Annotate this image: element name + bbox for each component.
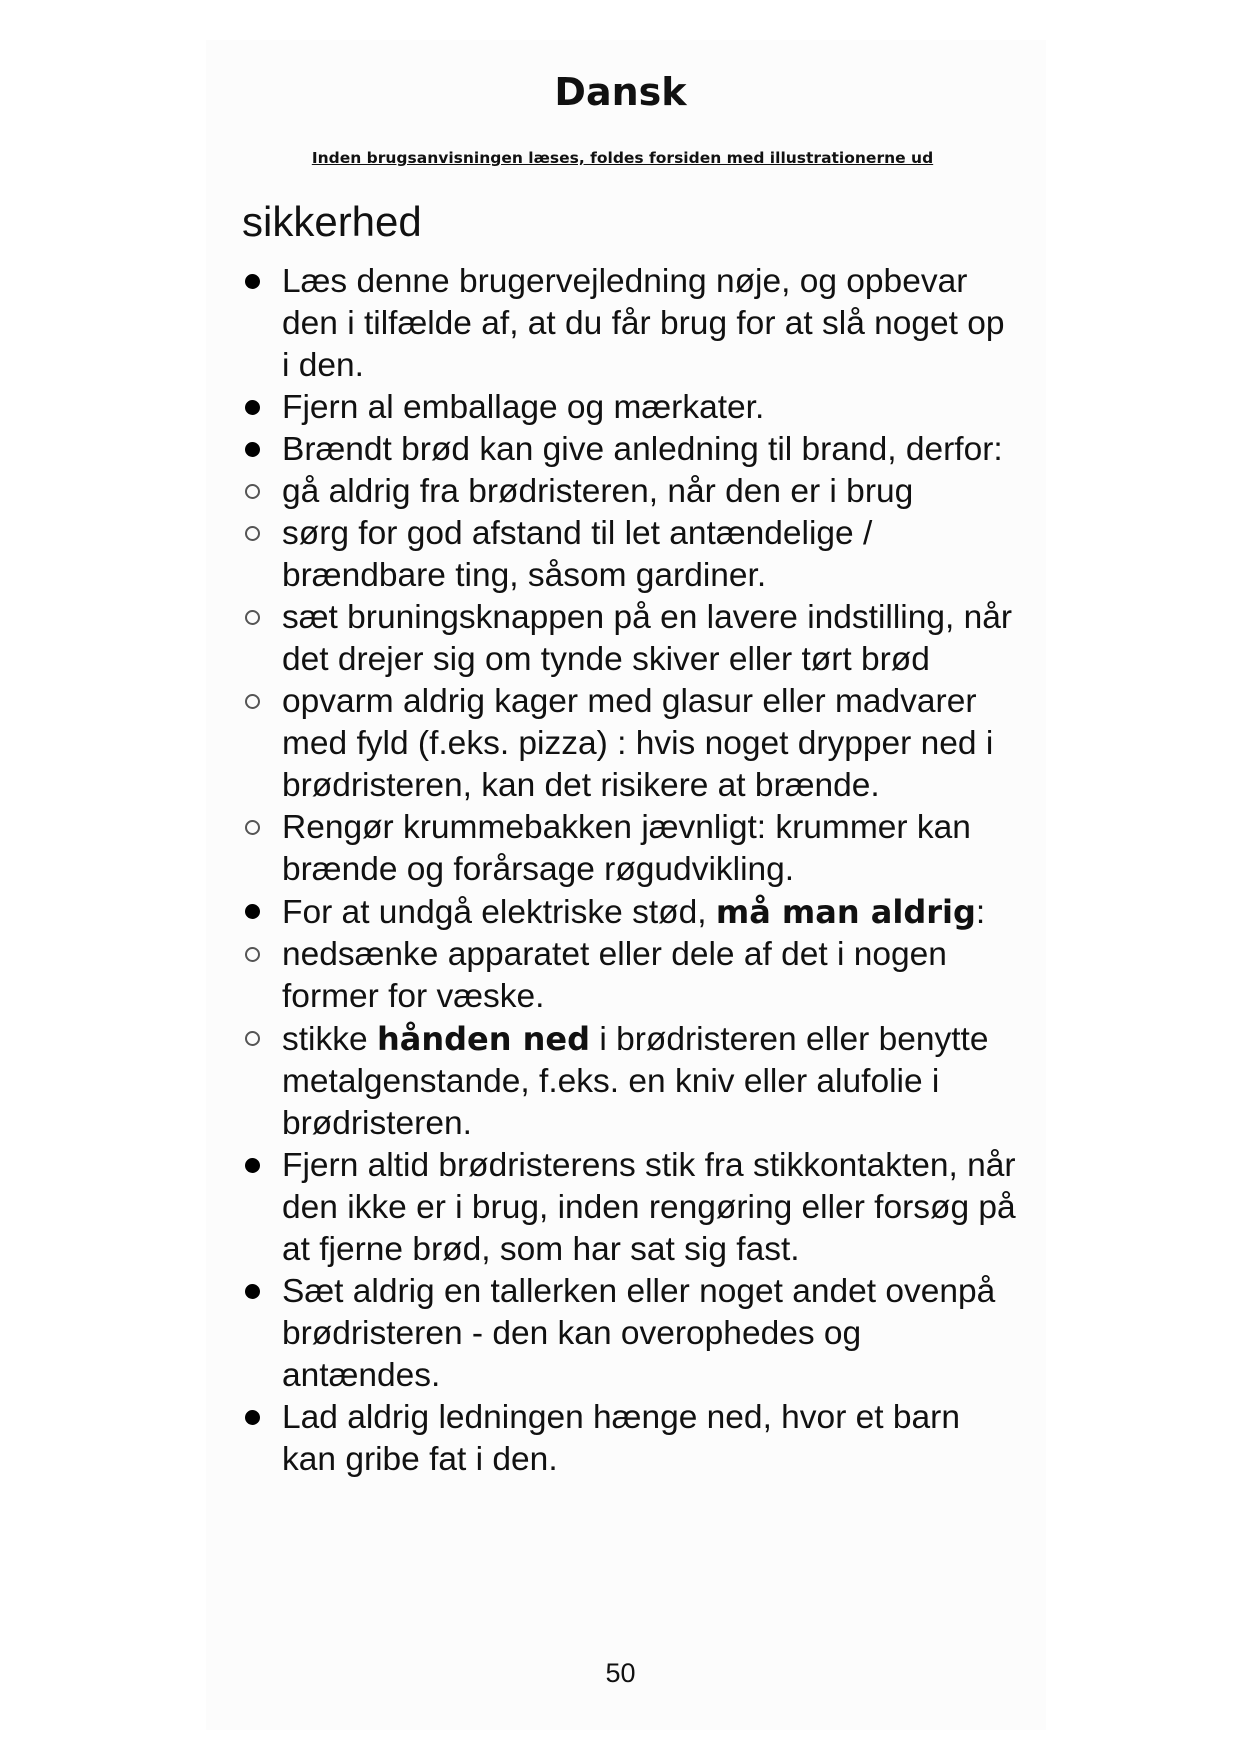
circle-bullet-icon (245, 484, 260, 499)
list-item (244, 1145, 1019, 1271)
list-item (244, 1018, 1019, 1145)
fold-out-instruction: Inden brugsanvisningen læses, foldes forsiden med illustrationerne ud (311, 149, 934, 167)
list-item (244, 807, 1019, 891)
bullet-icon (245, 904, 260, 919)
list-item-text: stikke (282, 1021, 377, 1058)
list-item (244, 1271, 1019, 1397)
list-item-emphasis: må man aldrig (715, 893, 976, 931)
circle-bullet-icon (245, 1031, 260, 1046)
list-item-text: Brændt brød kan give anledning til brand, derfor: (282, 431, 1003, 468)
list-item-emphasis: hånden ned (376, 1020, 591, 1058)
list-item (244, 934, 1019, 1018)
circle-bullet-icon (245, 694, 260, 709)
list-item-text-end: i brødristeren eller benytte metalgenstande, f.eks. en kniv eller alufolie i brødristeren. (282, 1021, 989, 1142)
list-item-text: For at undgå elektriske stød, (282, 894, 716, 931)
list-item (244, 261, 1019, 387)
list-item (244, 597, 1019, 681)
list-item (244, 681, 1019, 807)
bullet-icon (245, 400, 260, 415)
list-item (244, 387, 1019, 429)
circle-bullet-icon (245, 820, 260, 835)
list-item-text: Lad aldrig ledningen hænge ned, hvor et barn kan gribe fat i den. (282, 1399, 960, 1478)
list-item-text-end: : (975, 894, 986, 931)
list-item-text: nedsænke apparatet eller dele af det i nogen former for væske. (282, 936, 947, 1015)
circle-bullet-icon (245, 610, 260, 625)
list-item-text: opvarm aldrig kager med glasur eller madvarer med fyld (f.eks. pizza) : hvis noget drypper ned i brødristeren, kan det risikere at brænde. (282, 683, 994, 804)
list-item-text: Fjern al emballage og mærkater. (282, 389, 765, 426)
bullet-icon (245, 1158, 260, 1173)
list-item-text: Rengør krummebakken jævnligt: krummer kan brænde og forårsage røgudvikling. (282, 809, 971, 888)
safety-list (244, 261, 1019, 1481)
list-item-text: Sæt aldrig en tallerken eller noget andet ovenpå brødristeren - den kan overophedes og antændes. (282, 1273, 996, 1394)
page-title: Dansk (554, 70, 687, 114)
page-number: 50 (605, 1658, 636, 1688)
bullet-icon (245, 1284, 260, 1299)
circle-bullet-icon (245, 947, 260, 962)
list-item (244, 1397, 1019, 1481)
list-item (244, 471, 1019, 513)
bullet-icon (245, 1410, 260, 1425)
list-item (244, 513, 1019, 597)
section-title: sikkerhed (242, 198, 422, 245)
list-item-text: Læs denne brugervejledning nøje, og opbevar den i tilfælde af, at du får brug for at slå noget op i den. (282, 263, 1005, 384)
list-item (244, 429, 1019, 471)
bullet-icon (245, 442, 260, 457)
bullet-icon (245, 274, 260, 289)
list-item-text: Fjern altid brødristerens stik fra stikkontakten, når den ikke er i brug, inden rengøring eller forsøg på at fjerne brød, som har sat sig fast. (282, 1147, 1016, 1268)
circle-bullet-icon (245, 526, 260, 541)
list-item-text: gå aldrig fra brødristeren, når den er i brug (282, 473, 914, 510)
list-item-text: sæt bruningsknappen på en lavere indstilling, når det drejer sig om tynde skiver eller tørt brød (282, 599, 1013, 678)
list-item-text: sørg for god afstand til let antændelige / brændbare ting, såsom gardiner. (282, 515, 873, 594)
list-item (244, 891, 1019, 934)
